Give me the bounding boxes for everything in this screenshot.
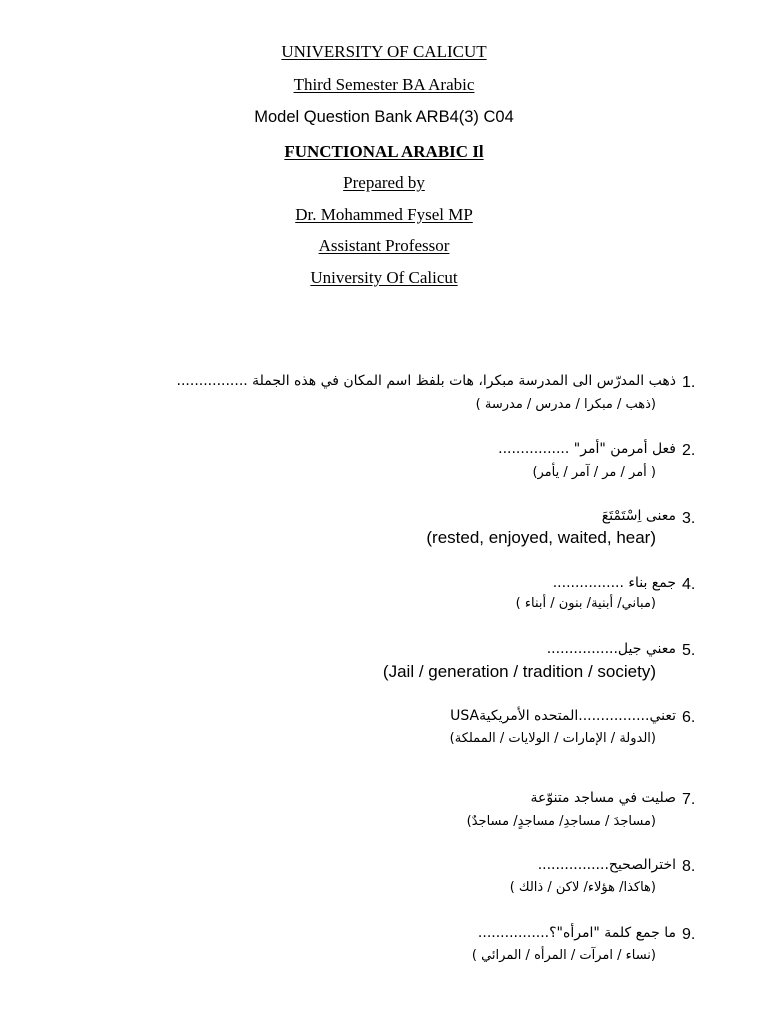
- university-title: UNIVERSITY OF CALICUT: [281, 42, 487, 61]
- question-number: 1.: [682, 374, 696, 391]
- question-text: جمع بناء ................: [552, 575, 676, 591]
- question-text: اخترالصحيح................: [537, 857, 676, 873]
- question-text: فعل أمرمن "أمر" ................: [498, 441, 676, 457]
- question-number: 6.: [682, 709, 696, 726]
- subject-title: FUNCTIONAL ARABIC Il: [284, 142, 484, 161]
- question-options: (rested, enjoyed, waited, hear): [426, 528, 656, 547]
- question-options: (هاكذا/ هؤلاء/ لاكن / ذالك ): [509, 880, 656, 895]
- question-text: USAتعني................المتحده الأمريكية: [450, 708, 676, 724]
- author-name: Dr. Mohammed Fysel MP: [295, 205, 473, 224]
- question-options: (Jail / generation / tradition / society): [382, 662, 656, 681]
- prepared-by-label: Prepared by: [343, 173, 425, 192]
- question-number: 7.: [682, 791, 696, 808]
- question-options: (مباني/ أبنية/ بنون / أبناء ): [515, 596, 656, 611]
- course-code-line: Model Question Bank ARB4(3) C04: [254, 108, 514, 126]
- question-text: ما جمع كلمة "امرأه"؟................: [477, 925, 676, 941]
- question-number: 8.: [682, 858, 696, 875]
- question-text: معنى اِسْتَمْتَعَ: [601, 508, 676, 524]
- question-options: (مساجدَ / مساجدِ/ مساجدٍ/ مساجدٌ): [466, 814, 656, 829]
- question-options: (ذهب / مبكرا / مدرس / مدرسة ): [475, 397, 656, 412]
- question-options: (الدولة / الإمارات / الولايات / المملكة): [449, 731, 656, 746]
- question-text: ذهب المدرّس الى المدرسة مبكرا، هات بلفظ اسم المكان في هذه الجملة ................: [176, 373, 676, 389]
- question-number: 9.: [682, 926, 696, 943]
- semester-line: Third Semester BA Arabic: [293, 75, 475, 94]
- question-text: معني جيل................: [546, 641, 676, 657]
- author-designation: Assistant Professor: [318, 236, 450, 255]
- question-number: 4.: [682, 576, 696, 593]
- author-institution: University Of Calicut: [310, 268, 458, 287]
- question-number: 5.: [682, 642, 696, 659]
- question-options: ( أمر / مر / آمر / يأمر): [532, 465, 656, 480]
- question-options: (نساء / امرآت / المرأه / المرائي ): [471, 948, 656, 963]
- question-number: 2.: [682, 442, 696, 459]
- question-text: صليت في مساجد متنوّعة: [530, 790, 676, 806]
- question-number: 3.: [682, 510, 696, 527]
